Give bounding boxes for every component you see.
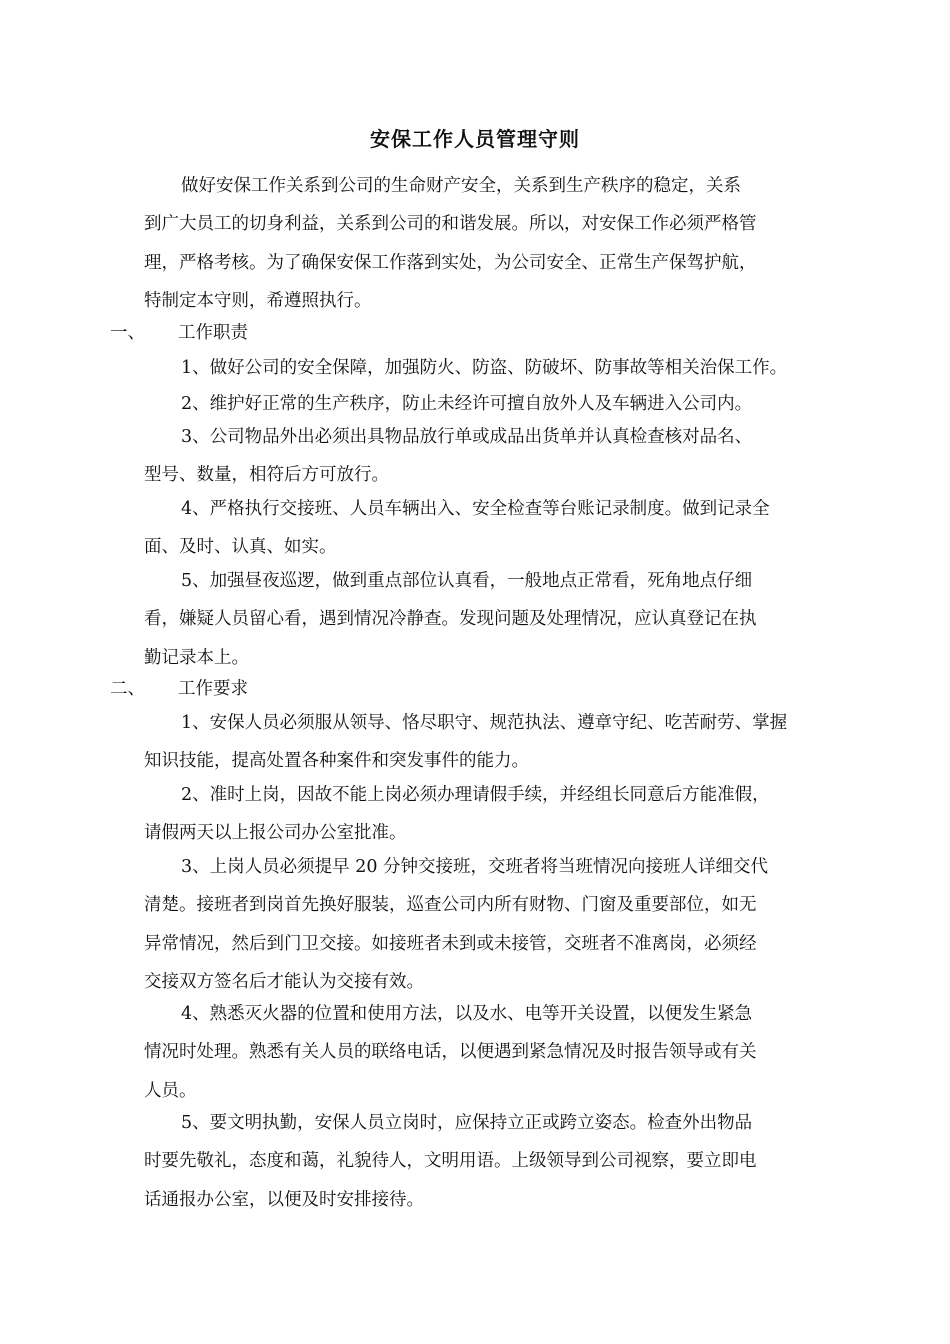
- list-item: [144, 848, 814, 1001]
- paragraph-line: 面、及时、认真、如实。: [144, 537, 337, 558]
- paragraph-line: 勤记录本上。: [144, 647, 249, 668]
- list-item: [144, 995, 814, 1110]
- paragraph-line: 做好安保工作关系到公司的生命财产安全，关系到生产秩序的稳定，关系: [181, 176, 741, 196]
- paragraph-line: 时要先敬礼，态度和蔼，礼貌待人，文明用语。上级领导到公司视察，要立即电: [144, 1151, 757, 1172]
- list-item: [144, 776, 814, 853]
- paragraph-line: 知识技能，提高处置各种案件和突发事件的能力。: [144, 751, 529, 772]
- section-heading-requirements: [110, 671, 248, 707]
- section-title: 工作职责: [178, 323, 248, 343]
- paragraph-line: 1、安保人员必须服从领导、恪尽职守、规范执法、遵章守纪、吃苦耐劳、掌握: [181, 713, 788, 733]
- section-number: 二、: [110, 679, 145, 699]
- paragraph-line: 5、加强昼夜巡逻，做到重点部位认真看，一般地点正常看，死角地点仔细: [181, 571, 753, 591]
- paragraph-line: 1、做好公司的安全保障，加强防火、防盗、防破坏、防事故等相关治保工作。: [181, 358, 788, 378]
- paragraph-line: 4、严格执行交接班、人员车辆出入、安全检查等台账记录制度。做到记录全: [181, 499, 770, 519]
- paragraph-line: 2、维护好正常的生产秩序，防止未经许可擅自放外人及车辆进入公司内。: [181, 394, 753, 414]
- list-item: [144, 349, 814, 387]
- paragraph-line: 特制定本守则，希遵照执行。: [144, 290, 372, 311]
- paragraph-line: 清楚。接班者到岗首先换好服装，巡查公司内所有财物、门窗及重要部位，如无: [144, 895, 757, 916]
- paragraph-line: 3、上岗人员必须提早 20 分钟交接班，交班者将当班情况向接班人详细交代: [181, 857, 769, 877]
- paragraph-line: 2、准时上岗，因故不能上岗必须办理请假手续，并经组长同意后方能准假，: [181, 785, 770, 805]
- paragraph-line: 请假两天以上报公司办公室批准。: [144, 823, 407, 844]
- paragraph-line: 5、要文明执勤，安保人员立岗时，应保持立正或跨立姿态。检查外出物品: [181, 1113, 753, 1133]
- paragraph-line: 4、熟悉灭火器的位置和使用方法，以及水、电等开关设置，以便发生紧急: [181, 1004, 753, 1024]
- list-item: [144, 1104, 814, 1219]
- paragraph-line: 交接双方签名后才能认为交接有效。: [144, 971, 424, 992]
- section-heading-duties: [110, 315, 248, 351]
- paragraph-line: 人员。: [144, 1080, 197, 1101]
- paragraph-line: 看，嫌疑人员留心看，遇到情况冷静查。发现问题及处理情况，应认真登记在执: [144, 609, 757, 630]
- page-title: 安保工作人员管理守则: [370, 127, 580, 151]
- paragraph-line: 理，严格考核。为了确保安保工作落到实处，为公司安全、正常生产保驾护航，: [144, 252, 757, 273]
- section-title: 工作要求: [178, 679, 248, 699]
- intro-paragraph: [144, 167, 819, 320]
- paragraph-line: 3、公司物品外出必须出具物品放行单或成品出货单并认真检查核对品名、: [181, 427, 753, 447]
- paragraph-line: 情况时处理。熟悉有关人员的联络电话，以便遇到紧急情况及时报告领导或有关: [144, 1042, 757, 1063]
- section-number: 一、: [110, 323, 145, 343]
- list-item: [144, 562, 814, 677]
- paragraph-line: 异常情况，然后到门卫交接。如接班者未到或未接管，交班者不准离岗，必须经: [144, 933, 757, 954]
- list-item: [144, 490, 814, 567]
- list-item: [144, 418, 814, 495]
- paragraph-line: 到广大员工的切身利益，关系到公司的和谐发展。所以，对安保工作必须严格管: [144, 214, 757, 235]
- list-item: [144, 704, 814, 781]
- paragraph-line: 话通报办公室，以便及时安排接待。: [144, 1189, 424, 1210]
- paragraph-line: 型号、数量，相符后方可放行。: [144, 465, 389, 486]
